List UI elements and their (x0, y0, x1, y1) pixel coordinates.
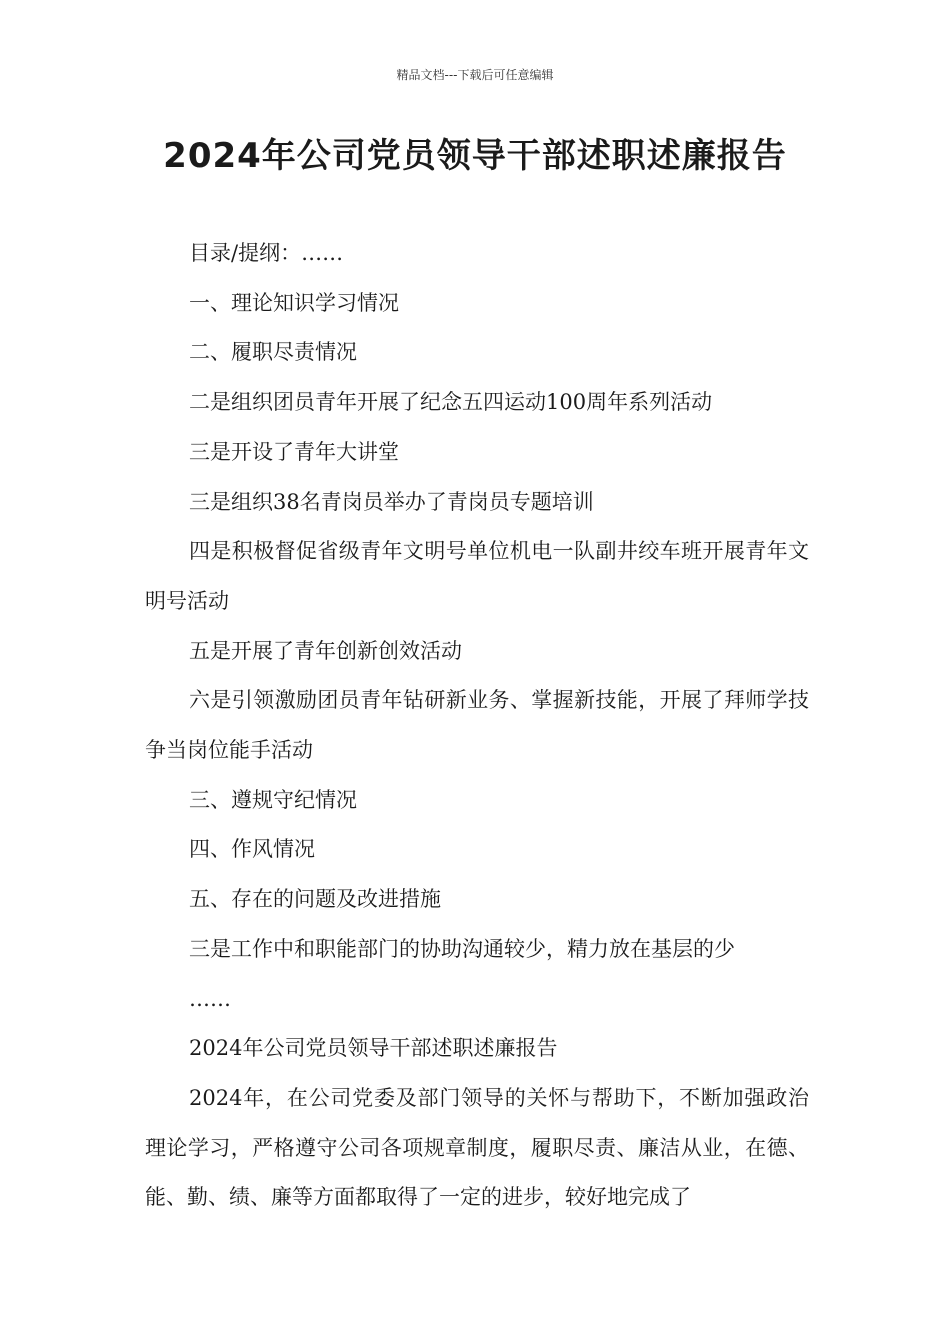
list-item: 二是组织团员青年开展了纪念五四运动100周年系列活动 (189, 390, 713, 415)
section-heading: 五、存在的问题及改进措施 (189, 887, 441, 912)
report-subtitle: 2024年公司党员领导干部述职述廉报告 (189, 1036, 558, 1061)
document-body (145, 229, 809, 1223)
body-paragraph: 2024年，在公司党委及部门领导的关怀与帮助下，不断加强政治理论学习，严格遵守公司各项规章制度，履职尽责、廉洁从业，在德、能、勤、绩、廉等方面都取得了一定的进步，较好地完成了 (145, 1085, 809, 1210)
document-title: 2024年公司党员领导干部述职述廉报告 (163, 136, 787, 176)
list-item: 六是引领激励团员青年钻研新业务、掌握新技能，开展了拜师学技争当岗位能手活动 (145, 688, 809, 763)
list-item: 四是积极督促省级青年文明号单位机电一队副井绞车班开展青年文明号活动 (145, 539, 809, 613)
header-note: 精品文档---下载后可任意编辑 (396, 68, 554, 82)
section-heading: 一、理论知识学习情况 (189, 290, 399, 315)
section-heading: 四、作风情况 (189, 837, 315, 862)
list-item: 三是组织38名青岗员举办了青岗员专题培训 (189, 489, 594, 514)
ellipsis-line: …… (189, 986, 231, 1011)
section-heading: 三、遵规守纪情况 (189, 787, 357, 812)
list-item: 三是工作中和职能部门的协助沟通较少，精力放在基层的少 (189, 936, 735, 961)
toc-line: 目录/提纲：…… (189, 241, 344, 265)
list-item: 三是开设了青年大讲堂 (189, 439, 399, 464)
section-heading: 二、履职尽责情况 (189, 340, 357, 365)
list-item: 五是开展了青年创新创效活动 (189, 638, 462, 663)
